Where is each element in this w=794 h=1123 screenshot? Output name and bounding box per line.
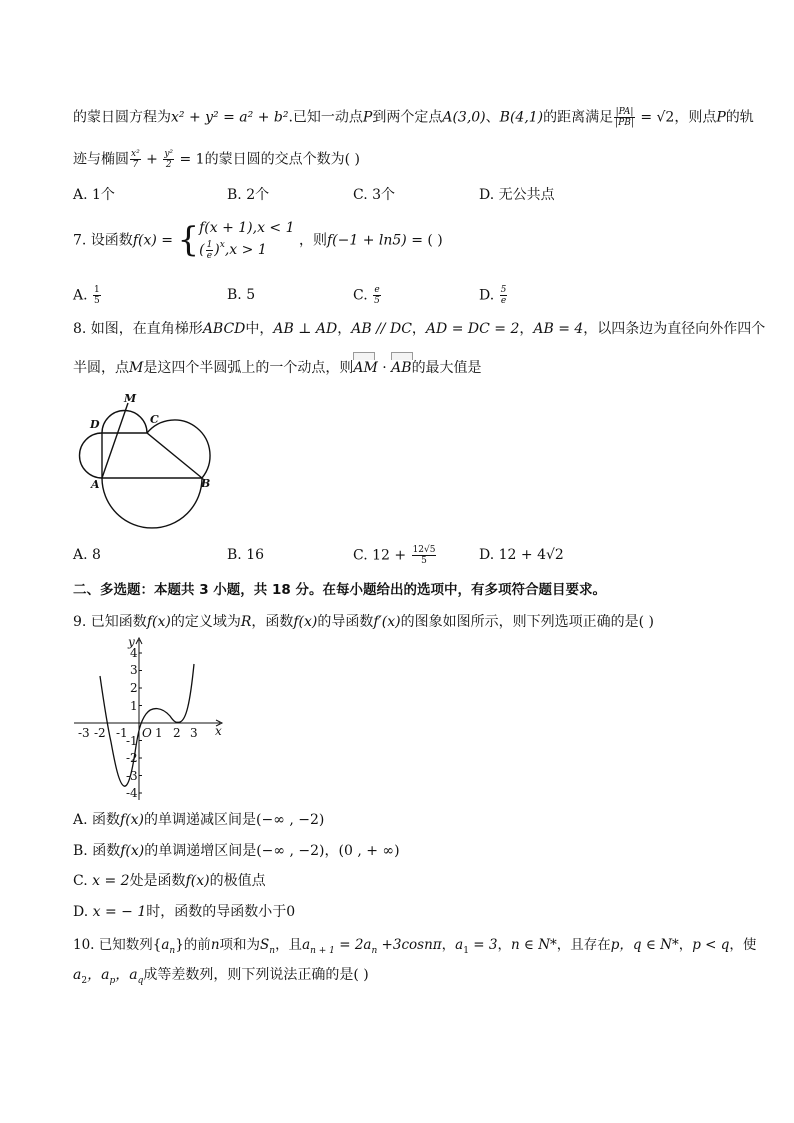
q7-case2-exp: x	[219, 240, 225, 250]
q8-semicircle-ab	[102, 478, 202, 528]
q10-text: ，且	[275, 937, 303, 953]
q10-text: ，且存在	[556, 937, 611, 953]
q7-opt-den: e	[500, 296, 507, 306]
q6-text: .已知一动点	[288, 109, 363, 126]
q10-sub-2: 2	[81, 976, 88, 986]
q10-a2: a	[73, 967, 82, 983]
q8-text: 的最大值是	[411, 360, 482, 376]
q8-text: 8. 如图，在直角梯形	[73, 321, 203, 337]
q10-text: ，	[497, 937, 511, 953]
q9-opt-text: 的极值点	[209, 873, 266, 889]
q8-figure	[70, 390, 220, 538]
q7-opt-den: 5	[94, 296, 100, 306]
q7-option-c[interactable]	[353, 285, 382, 306]
q8-text: 半圆，点	[73, 360, 129, 376]
q7-piecewise	[199, 220, 294, 261]
q8-trapezoid	[102, 433, 202, 478]
q8-option-b[interactable]: B. 16	[227, 547, 265, 563]
q9-opt-text: 的单调递减区间是(−∞ , −2)	[144, 812, 325, 828]
q10-rec-tail: = 2a	[334, 937, 372, 953]
q9-y-tick-1: 1	[130, 699, 138, 713]
q8-cond4: AB = 4	[533, 321, 584, 337]
q7-option-d-frac	[500, 285, 508, 306]
q8-option-c-frac	[412, 545, 437, 566]
q7-option-b-value: 5	[246, 287, 256, 303]
q9-y-tick-neg3: -3	[126, 769, 138, 783]
q8-dot: ·	[377, 360, 392, 376]
q9-opt-text: B. 函数	[73, 843, 121, 859]
q6-ellipse-x-den: 7	[132, 160, 139, 170]
q9-option-b[interactable]	[73, 841, 400, 861]
q9-x-tick-neg1: -1	[116, 726, 128, 740]
q9-x-tick-2: 2	[173, 726, 181, 740]
q8-label-b: B	[201, 477, 211, 490]
q8-optc-den: 5	[421, 556, 427, 566]
q8-cond3: AD = DC = 2	[425, 321, 520, 337]
q8-comma: ，	[337, 321, 352, 337]
q8-text: 中，	[245, 321, 274, 337]
q8-comma: ，	[411, 321, 426, 337]
q9-y-tick-neg1: -1	[126, 734, 138, 748]
q7-opt-num: 1	[94, 285, 100, 295]
q6-line1	[73, 107, 754, 128]
q6-ellipse-x-term	[130, 149, 141, 170]
q9-opt-text: 的单调递增区间是(−∞ , −2)，(0 , + ∞)	[144, 843, 400, 859]
q7-opt-num: e	[374, 285, 380, 295]
q7-expr: f(−1 + ln5)	[326, 232, 407, 249]
q6-text: 的距离满足	[543, 109, 614, 126]
q7-case2-den: e	[206, 250, 213, 261]
q8-point-m: M	[129, 360, 144, 376]
section-heading-multi-choice: 二、多选题：本题共 3 小题，共 18 分。在每小题给出的选项中，有多项符合题目要求。	[73, 582, 606, 598]
q8-segment-am	[102, 403, 128, 478]
q8-optc-num: 12√5	[412, 545, 436, 555]
q6-text: 的蒙日圆的交点个数为( )	[204, 151, 360, 168]
q7-option-b[interactable]	[227, 285, 255, 305]
q8-abcd: ABCD	[202, 321, 246, 337]
q6-text: ，则点	[674, 109, 717, 126]
q9-fx: f(x)	[146, 614, 171, 630]
q10-text: 10. 已知数列{	[73, 937, 162, 953]
q10-sub-n: n	[169, 946, 176, 956]
q10-sub-n: n	[371, 946, 378, 956]
q7-text: ，则	[298, 232, 327, 249]
q10-sub-p: p	[109, 976, 116, 986]
q8-semicircle-bc	[147, 420, 210, 478]
q9-opt-text: 时，函数的导函数小于	[146, 904, 287, 920]
q6-option-a[interactable]: A. 1个	[73, 187, 115, 203]
q6-ratio-den: |PB|	[615, 118, 634, 128]
q6-circle-eq: x² + y² = a² + b²	[171, 109, 289, 126]
q6-ratio-value: = √2	[635, 109, 675, 126]
q9-option-a[interactable]	[73, 810, 324, 830]
q10-sub-q: q	[137, 976, 144, 986]
q10-a: a	[161, 937, 170, 953]
q7-option-label: C.	[353, 287, 373, 304]
q10-line1	[73, 935, 756, 961]
q10-pltq: p < q	[692, 937, 730, 953]
vector-arrow-icon	[353, 352, 375, 360]
q7-option-label: D.	[479, 287, 499, 304]
q9-y-tick-3: 3	[130, 663, 138, 677]
q9-opt-math: 0	[286, 904, 296, 920]
q10-a1-val: = 3	[468, 937, 498, 953]
q6-ellipse-y-num: y²	[164, 149, 174, 159]
q9-fpx: f′(x)	[373, 614, 401, 630]
q8-vec2: AB	[391, 360, 412, 376]
q9-x-tick-1: 1	[155, 726, 163, 740]
q9-text: ，函数	[251, 614, 294, 630]
q8-label-d: D	[90, 418, 100, 431]
q6-ratio-num: |PA|	[615, 107, 634, 117]
q10-line2	[73, 965, 369, 991]
q7-option-a[interactable]	[73, 285, 102, 306]
q6-ellipse-x-num: x²	[131, 149, 140, 159]
q7-text: 7. 设函数	[73, 232, 133, 249]
q9-x-tick-3: 3	[190, 726, 198, 740]
q10-text: 项和为	[219, 937, 261, 953]
q10-sub-1: 1	[463, 946, 469, 956]
q10-pq: p，q ∈ N*	[610, 937, 679, 953]
q10-sub-n1: n + 1	[310, 946, 335, 956]
q6-option-c[interactable]: C. 3个	[353, 187, 396, 203]
q9-x-tick-neg2: -2	[94, 726, 106, 740]
q6-point-p: P	[362, 109, 373, 126]
q8-vector-ab	[391, 358, 411, 378]
q10-a1: a	[455, 937, 464, 953]
q10-ncond: n ∈ N*	[510, 937, 557, 953]
q9-text: 的图象如图所示，则下列选项正确的是( )	[400, 614, 654, 630]
q9-opt-math: f(x)	[185, 873, 210, 889]
q9-opt-text: C.	[73, 873, 93, 889]
q8-text: ，以四条边为直径向外作四个	[583, 321, 766, 337]
q10-text: 成等差数列，则下列说法正确的是( )	[143, 967, 369, 983]
q7-case2-base	[206, 240, 214, 261]
q10-text: }的前	[175, 937, 211, 953]
q8-label-a: A	[91, 478, 100, 491]
q6-line2	[73, 149, 360, 170]
q6-text: 到两个定点	[372, 109, 443, 126]
q7-case2-num: 1	[206, 239, 213, 250]
q9-opt-math: x = 2	[92, 873, 130, 889]
q6-point-a: A(3,0)	[442, 109, 486, 126]
q8-label-m: M	[124, 392, 137, 405]
q7-case1: f(x + 1),x < 1	[199, 220, 295, 236]
q9-y-label: y	[128, 635, 135, 649]
q7-option-c-frac	[373, 285, 381, 306]
q8-vector-am	[353, 358, 377, 378]
q9-r: R	[240, 614, 252, 630]
q7-opt-den: 5	[374, 296, 380, 306]
q7-case2: ( $\frac{1}{e}$ )$^x$,x > 1	[199, 239, 267, 261]
q9-x-tick-neg3: -3	[78, 726, 90, 740]
q7-brace: {	[177, 220, 200, 261]
q8-line1	[73, 319, 765, 339]
q7-option-label: B.	[227, 287, 247, 303]
q10-aq: ，a	[115, 967, 138, 983]
q6-eq-one: = 1	[175, 151, 205, 168]
q8-semicircle-ad	[80, 433, 103, 478]
q10-ap: ，a	[87, 967, 110, 983]
q10-text: ，	[678, 937, 693, 953]
q10-sub-n: n	[269, 946, 276, 956]
q7-option-a-frac	[93, 285, 101, 306]
q7-text: = ( )	[406, 232, 443, 249]
q6-ellipse-y-term	[163, 149, 174, 170]
q6-option-d[interactable]: D. 无公共点	[479, 187, 555, 203]
q9-opt-math: x = − 1	[92, 904, 147, 920]
q8-cond1: AB ⊥ AD	[273, 321, 338, 337]
q7-option-d[interactable]	[479, 285, 508, 306]
q6-option-b[interactable]: B. 2个	[227, 187, 270, 203]
q6-text: 的轨	[725, 109, 754, 126]
q8-comma: ，	[519, 321, 534, 337]
q9-opt-math: f(x)	[120, 843, 145, 859]
q9-y-tick-2: 2	[130, 681, 138, 695]
q8-option-c-text: C. 12 +	[353, 547, 411, 564]
q8-line2	[73, 358, 482, 378]
vector-arrow-icon	[391, 352, 413, 360]
q6-plus: +	[141, 151, 163, 168]
q6-point-b: B(4,1)	[499, 109, 544, 126]
q9-origin-label: O	[142, 726, 152, 740]
q9-fx: f(x)	[293, 614, 318, 630]
q8-label-c: C	[150, 413, 159, 426]
q6-ellipse-y-den: 2	[165, 160, 172, 170]
q9-y-tick-neg2: -2	[126, 751, 138, 765]
q8-vec1: AM	[353, 360, 378, 376]
q8-option-c[interactable]	[353, 545, 437, 566]
q10-rec-tail2: +3cosnπ	[377, 937, 442, 953]
q9-text: 的定义域为	[170, 614, 241, 630]
q10-text: ，使	[729, 937, 757, 953]
q9-stem	[73, 612, 654, 632]
q8-option-d[interactable]: D. 12 + 4√2	[479, 547, 564, 563]
q8-text: 是这四个半圆弧上的一个动点，则	[143, 360, 354, 376]
q6-ratio-fraction	[614, 107, 635, 128]
q9-opt-text: A. 函数	[73, 812, 121, 828]
q9-opt-text: 处是函数	[129, 873, 186, 889]
q10-s: S	[260, 937, 270, 953]
q7-option-label: A.	[73, 287, 93, 304]
q6-sep: 、	[485, 109, 500, 126]
q9-opt-text: D.	[73, 904, 93, 920]
q10-rec: a	[302, 937, 311, 953]
q8-option-a[interactable]: A. 8	[73, 547, 101, 563]
q7-stem	[73, 220, 443, 261]
q9-x-label: x	[215, 724, 222, 738]
q10-text: ，	[441, 937, 456, 953]
q7-fx: f(x) =	[132, 232, 173, 249]
q6-point-p: P	[716, 109, 726, 126]
q6-text: 的蒙日圆方程为	[73, 109, 171, 126]
q10-n: n	[210, 937, 220, 953]
q8-cond2: AB // DC	[351, 321, 412, 337]
q9-text: 9. 已知函数	[73, 614, 147, 630]
q7-opt-num: 5	[500, 285, 507, 295]
q9-text: 的导函数	[317, 614, 374, 630]
q9-opt-math: f(x)	[120, 812, 145, 828]
q9-option-d[interactable]	[73, 902, 295, 922]
q7-case2-cond: ,x > 1	[224, 242, 267, 258]
q6-text: 迹与椭圆	[73, 151, 129, 168]
q9-option-c[interactable]	[73, 871, 266, 891]
q9-y-tick-neg4: -4	[126, 786, 138, 800]
q9-derivative-graph	[70, 634, 230, 804]
q9-y-tick-4: 4	[130, 646, 138, 660]
